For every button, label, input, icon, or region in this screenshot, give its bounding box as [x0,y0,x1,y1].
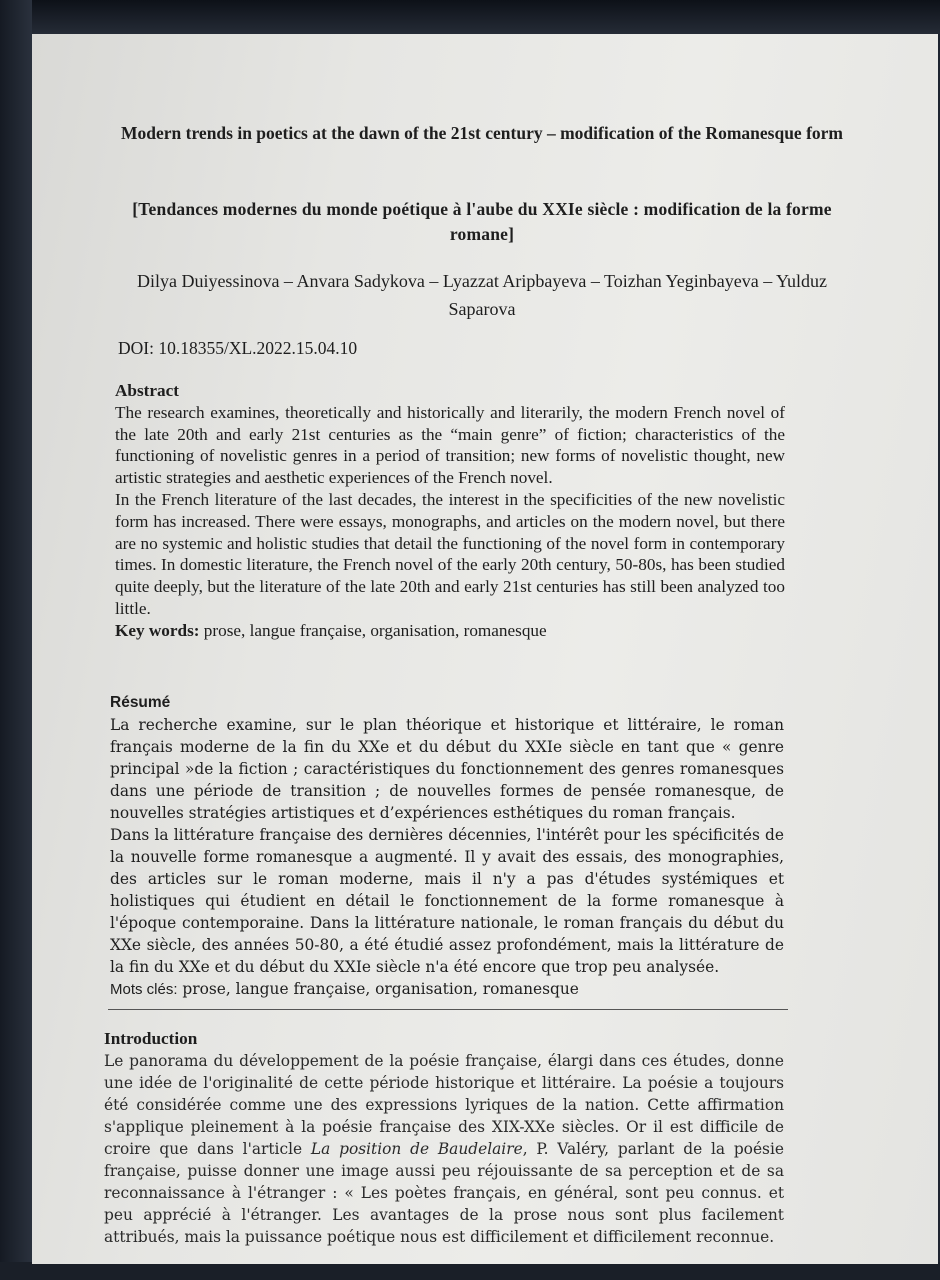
monitor-bezel-left [0,0,32,1280]
resume-heading: Résumé [110,694,171,711]
mots-cles-label: Mots clés: [110,980,178,998]
keywords-value: prose, langue française, organisation, romanesque [199,620,547,640]
monitor-bezel-top [0,0,940,34]
doi: DOI: 10.18355/XL.2022.15.04.10 [118,338,358,358]
introduction-heading: Introduction [104,1029,198,1048]
introduction-paragraph-1 [104,1050,784,1248]
abstract-section [115,380,785,642]
document-page [32,34,938,1264]
abstract-keywords [115,620,785,642]
abstract-heading: Abstract [115,381,179,400]
keywords-label: Key words: [115,620,200,640]
intro-text-start: Le panorama du développement de la poésie française, élargi dans ces études, donne une idée de l'originalité de cette période historique et littéraire. La poésie a toujours été considérée comme une des expressions lyriques de la nation. Cette affirmation s'applique pleinement à la poésie française des XIX-XXe siècles. Or il est difficile de croire que dans l'article [104,1051,784,1158]
section-divider [108,1009,788,1010]
title-french: [Tendances modernes du monde poétique à l'aube du XXIe siècle : modification de la forme romane] [132,199,832,244]
resume-paragraph-2: Dans la littérature française des dernières décennies, l'intérêt pour les spécificités de la nouvelle forme romanesque a augmenté. Il y avait des essais, des monographies, des articles sur le roman moderne, mais il n'y a pas d'études systémiques et holistiques qui étudient en détail le fonctionnement de la forme romanesque à l'époque contemporaine. Dans la littérature nationale, le roman français du début du XXe siècle, des années 50-80, a été étudié assez profondément, mais la littérature de la fin du XXe et du début du XXIe siècle n'a été encore que trop peu analysée. [110,825,784,976]
intro-text-end: , P. Valéry, parlant de la poésie française, puisse donner une image aussi peu réjouissante de sa perception et de sa reconnaissance à l'étranger : « Les poètes français, en général, sont peu connus. et peu apprécié à l'étranger. Les avantages de la prose nous sont plus facilement attribués, mais la puissance poétique nous est difficilement et difficilement reconnue. [104,1139,784,1246]
title-english: Modern trends in poetics at the dawn of the 21st century – modification of the Romanesque form [121,123,843,143]
monitor-bezel-bottom [0,1262,940,1280]
intro-article-title: La position de Baudelaire [310,1139,523,1158]
resume-section [110,692,784,1001]
mots-cles-value: prose, langue française, organisation, romanesque [177,979,579,998]
introduction-section [104,1028,784,1248]
abstract-paragraph-2: In the French literature of the last decades, the interest in the specificities of the new novelistic form has increased. There were essays, monographs, and articles on the modern novel, but there are no systemic and holistic studies that detail the functioning of the novel form in contemporary times. In domestic literature, the French novel of the early 20th century, 50-80s, has been studied quite deeply, but the literature of the late 20th and early 21st centuries has still been analyzed too little. [115,489,785,618]
resume-paragraph-1: La recherche examine, sur le plan théorique et historique et littéraire, le roman français moderne de la fin du XXe et du début du XXIe siècle en tant que « genre principal »de la fiction ; caractéristiques du fonctionnement des genres romanesques dans une période de transition ; de nouvelles formes de pensée romanesque, de nouvelles stratégies artistiques et d’expériences esthétiques du roman français. [110,715,784,822]
abstract-paragraph-1: The research examines, theoretically and historically and literarily, the modern French novel of the late 20th and early 21st centuries as the “main genre” of fiction; characteristics of the functioning of novelistic genres in a period of transition; new forms of novelistic thought, new artistic strategies and aesthetic experiences of the French novel. [115,402,785,488]
resume-keywords [110,978,784,1001]
authors-line: Dilya Duiyessinova – Anvara Sadykova – Lyazzat Aripbayeva – Toizhan Yeginbayeva – Yulduz Saparova [136,271,828,319]
